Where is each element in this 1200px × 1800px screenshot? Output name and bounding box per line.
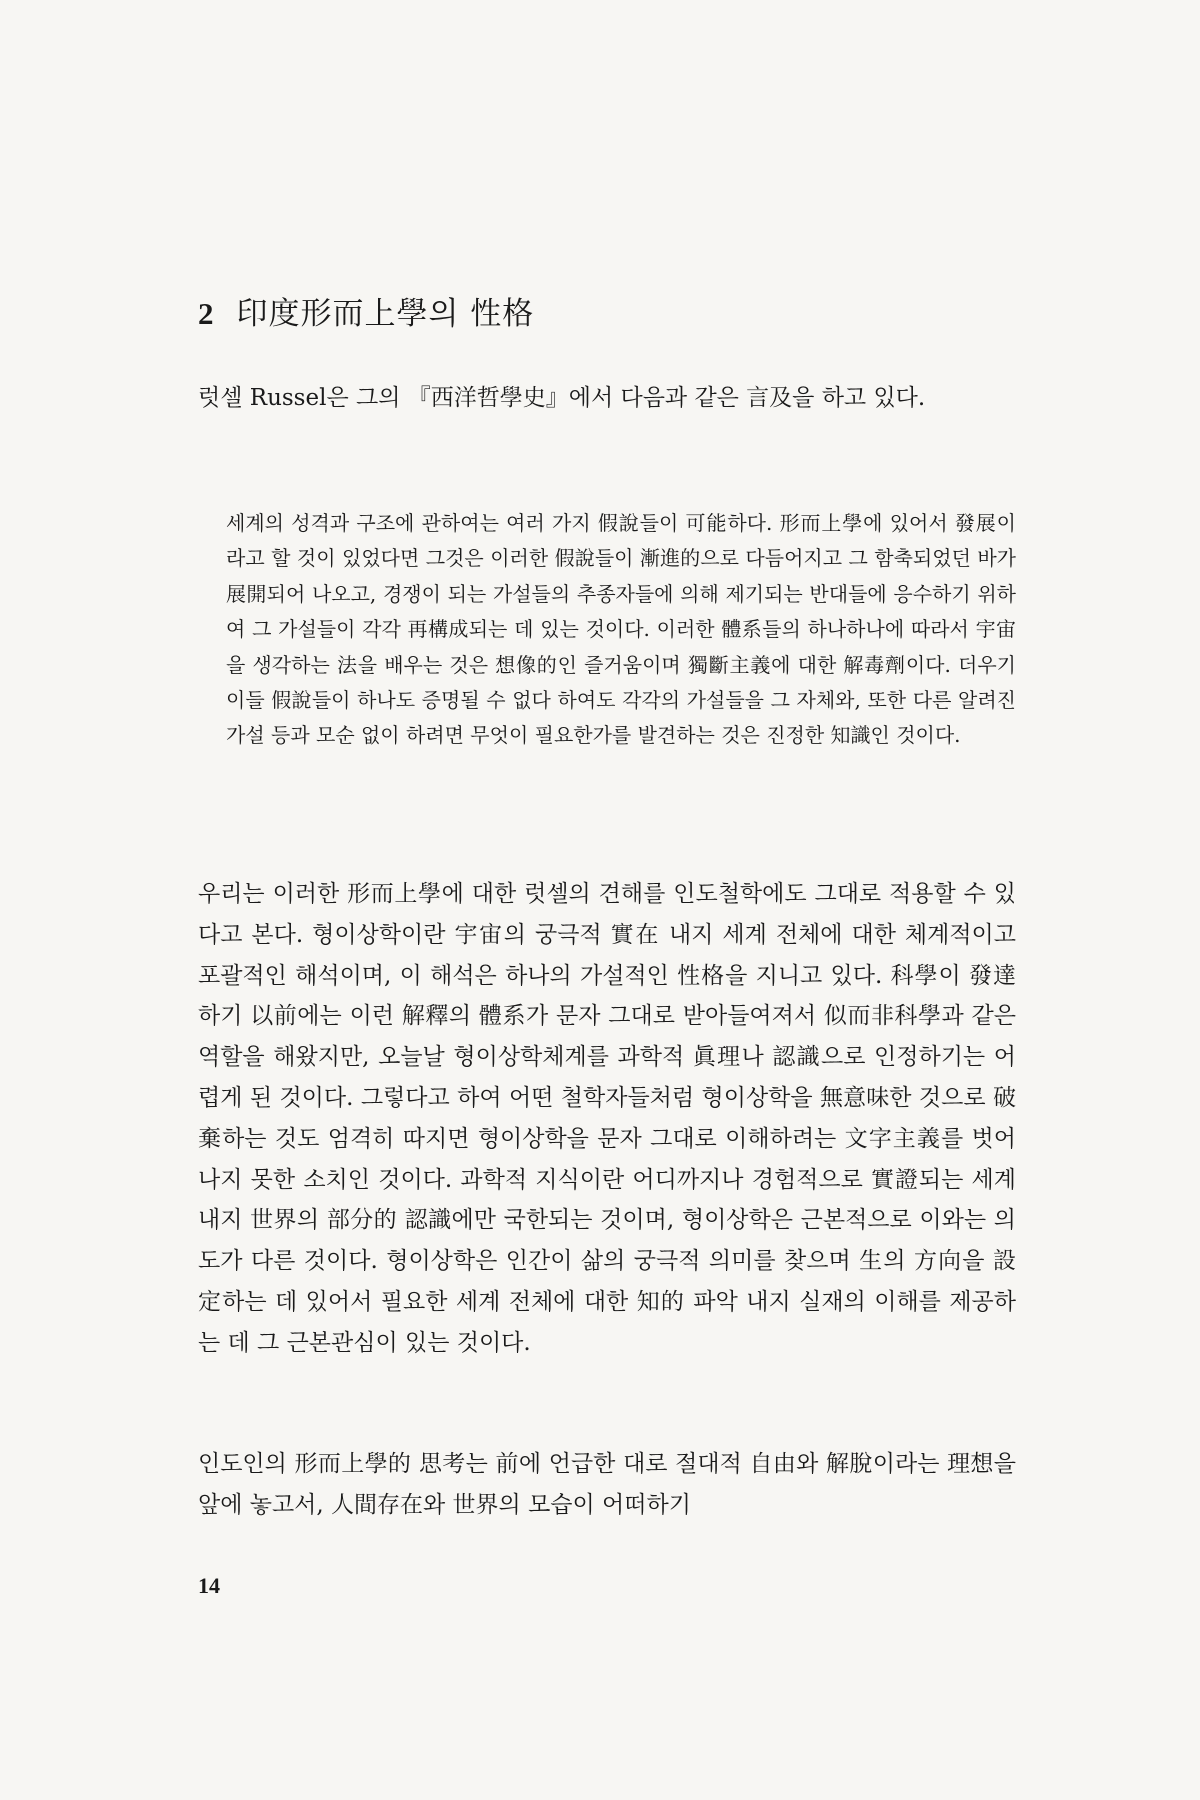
section-title: 印度形而上學의 性格 bbox=[236, 296, 535, 332]
section-number: 2 bbox=[198, 296, 215, 331]
intro-paragraph: 럿셀 Russel은 그의 『西洋哲學史』에서 다음과 같은 言及을 하고 있다. bbox=[198, 385, 926, 411]
section-heading bbox=[198, 288, 534, 333]
body-paragraph-2: 인도인의 形而上學的 思考는 前에 언급한 대로 절대적 自由와 解脫이라는 理想을 앞에 놓고서, 人間存在와 世界의 모습이 어떠하기 bbox=[198, 1451, 1016, 1518]
block-quote: 세계의 성격과 구조에 관하여는 여러 가지 假說들이 可能하다. 形而上學에 있어서 發展이라고 할 것이 있었다면 그것은 이러한 假說들이 漸進的으로 다듬어지고 그 함축되었던 바가 展開되어 나오고, 경쟁이 되는 가설들의 추종자들에 의해 제기되는 반대들에 응수하기 위하여 그 가설들이 각각 再構成되는 데 있는 것이다. 이러한 體系들의 하나하나에 따라서 宇宙을 생각하는 法을 배우는 것은 想像的인 즐거움이며 獨斷主義에 대한 解毒劑이다. 더우기 이들 假說들이 하나도 증명될 수 없다 하여도 각각의 가설들을 그 자체와, 또한 다른 알려진 가설 등과 모순 없이 하려면 무엇이 필요한가를 발견하는 것은 진정한 知識인 것이다. bbox=[226, 511, 1016, 748]
body-paragraph-1: 우리는 이러한 形而上學에 대한 럿셀의 견해를 인도철학에도 그대로 적용할 수 있다고 본다. 형이상학이란 宇宙의 궁극적 實在 내지 세계 전체에 대한 체계적이고 포괄적인 해석이며, 이 해석은 하나의 가설적인 性格을 지니고 있다. 科學이 發達하기 以前에는 이런 解釋의 體系가 문자 그대로 받아들여져서 似而非科學과 같은 역할을 해왔지만, 오늘날 형이상학체계를 과학적 眞理나 認識으로 인정하기는 어렵게 된 것이다. 그렇다고 하여 어떤 철학자들처럼 형이상학을 無意味한 것으로 破棄하는 것도 엄격히 따지면 형이상학을 문자 그대로 이해하려는 文字主義를 벗어나지 못한 소치인 것이다. 과학적 지식이란 어디까지나 경험적으로 實證되는 세계 내지 世界의 部分的 認識에만 국한되는 것이며, 형이상학은 근본적으로 이와는 의도가 다른 것이다. 형이상학은 인간이 삶의 궁극적 의미를 찾으며 生의 方向을 設定하는 데 있어서 필요한 세계 전체에 대한 知的 파악 내지 실재의 이해를 제공하는 데 그 근본관심이 있는 것이다. bbox=[198, 881, 1016, 1356]
page-number: 14 bbox=[198, 1573, 220, 1598]
